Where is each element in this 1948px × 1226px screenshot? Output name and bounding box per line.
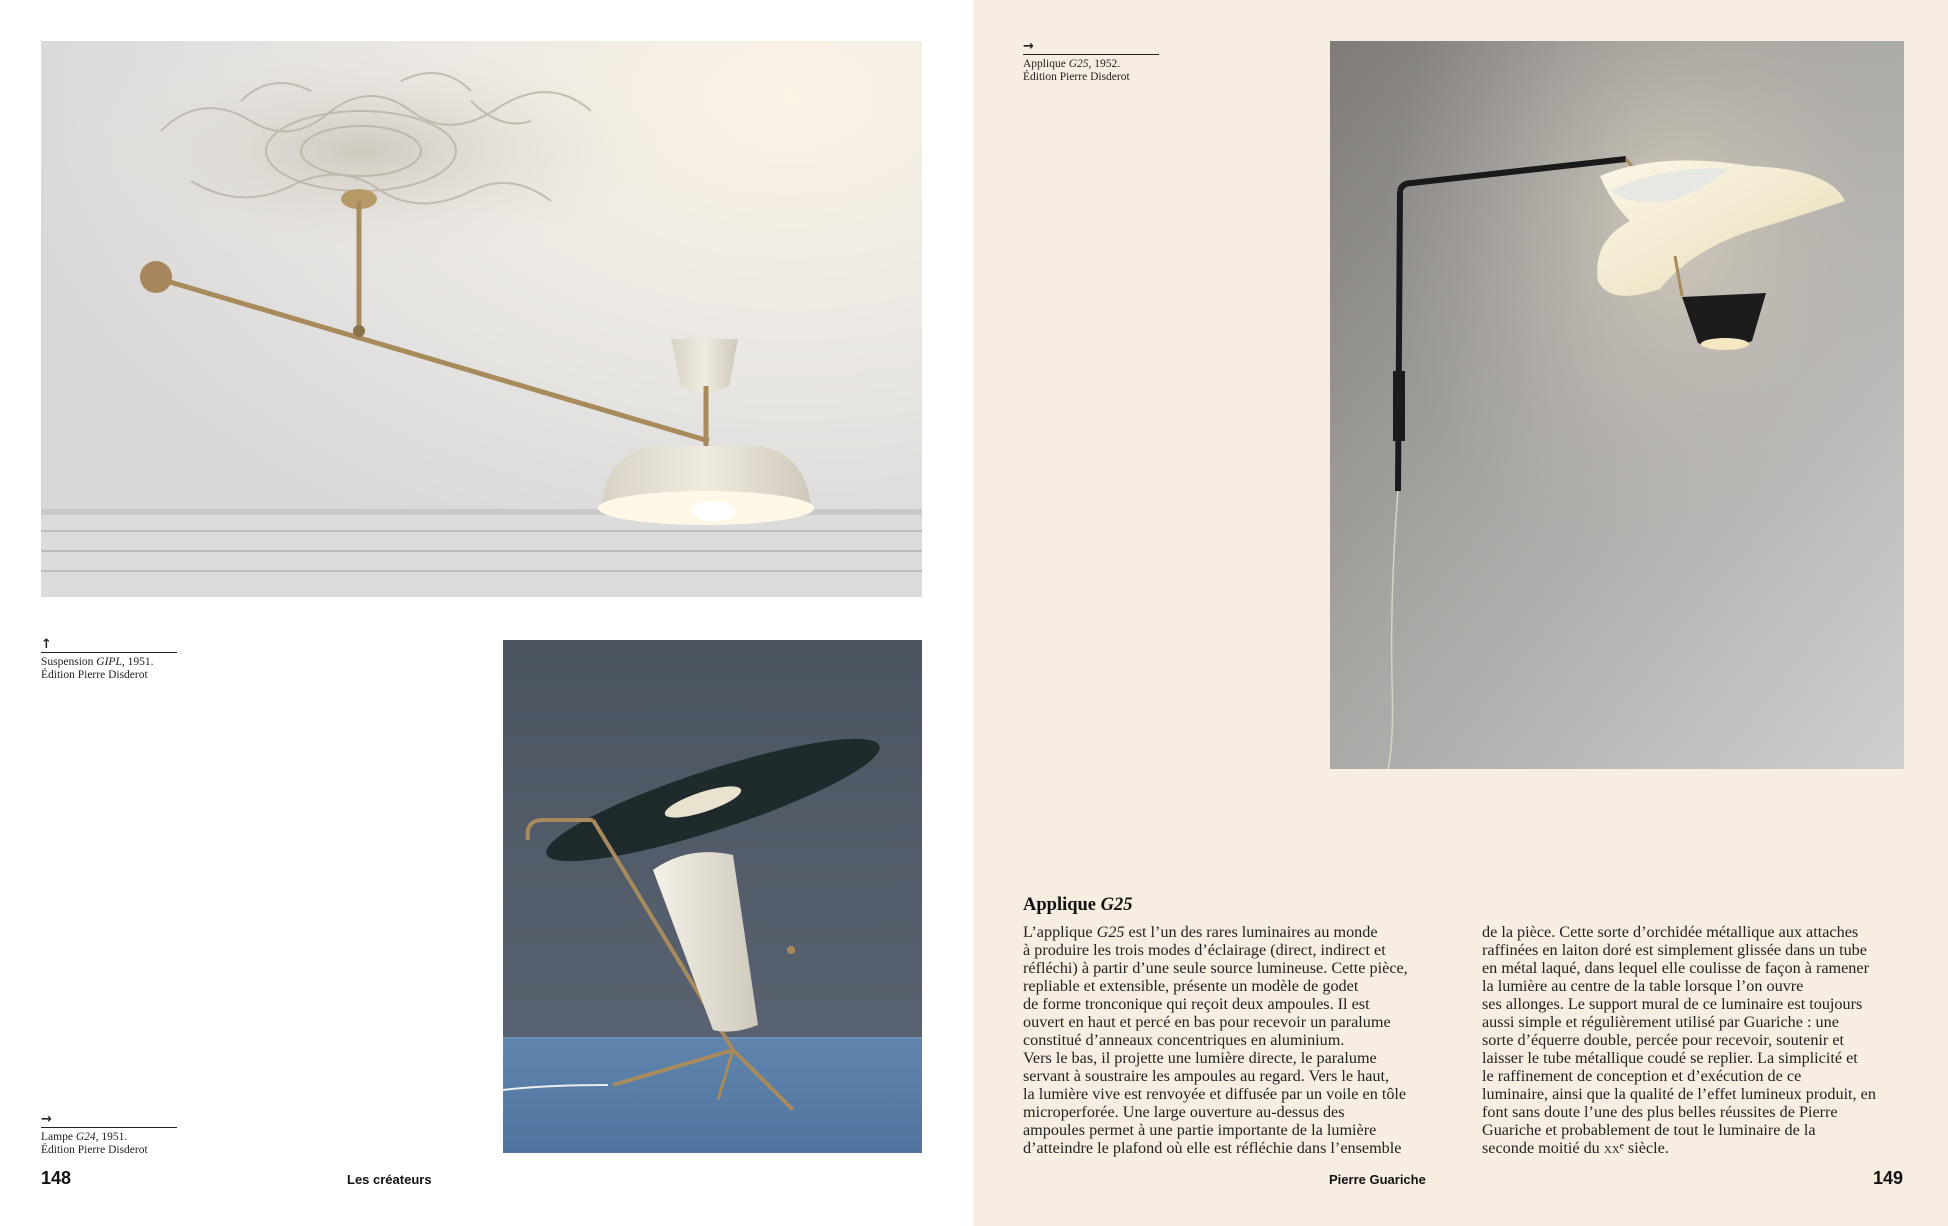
photo-suspension-gipl: [41, 41, 922, 597]
article-text: est l’un des rares luminaires au monde: [1124, 923, 1378, 941]
article-column-2: [1482, 923, 1876, 1157]
article-text: L’applique: [1023, 923, 1097, 941]
photo-applique-g25: [1330, 41, 1904, 769]
caption-model: G24: [75, 1131, 96, 1143]
article-line: la lumière vive est renvoyée et diffusée par un voile en tôle: [1023, 1085, 1407, 1103]
caption-suspension: [41, 638, 177, 681]
article-line: ampoules permet à une partie importante de la lumière: [1023, 1121, 1377, 1139]
article-line: ses allonges. Le support mural de ce luminaire est toujours: [1482, 995, 1863, 1013]
caption-text: Applique: [1023, 58, 1069, 70]
caption-applique: [1023, 40, 1159, 83]
caption-year: , 1951.: [95, 1131, 128, 1143]
heading-text: Applique: [1023, 895, 1101, 915]
caption-title-line: [41, 1131, 177, 1144]
heading-model: G25: [1100, 895, 1133, 915]
article-line: de forme tronconique qui reçoit deux ampoules. Il est: [1023, 995, 1370, 1013]
article-column-1: [1023, 923, 1408, 1157]
article-line: aussi simple et régulièrement utilisé par Guariche : une: [1482, 1013, 1839, 1031]
arrow-right-icon: →: [41, 1112, 52, 1127]
page-number-right: 149: [1873, 1168, 1904, 1188]
article-model: G25: [1096, 923, 1125, 941]
article-line: le raffinement de conception et d’exécution de ce: [1482, 1067, 1802, 1085]
article-line: microperforée. Une large ouverture au-dessus des: [1023, 1103, 1345, 1121]
caption-model: G25: [1068, 58, 1089, 70]
article-line: réfléchi) à partir d’une seule source lumineuse. Cette pièce,: [1023, 959, 1408, 977]
article-heading: [1023, 895, 1133, 916]
article-line: ouvert en haut et percé en bas pour recevoir un paralume: [1023, 1013, 1391, 1031]
article-line: Guariche et probablement de tout le luminaire de la: [1482, 1121, 1816, 1139]
arrow-up-icon: ↑: [41, 637, 52, 652]
caption-rule: [41, 1127, 177, 1128]
caption-lampe: [41, 1113, 177, 1156]
running-head-left: Les créateurs: [347, 1172, 432, 1187]
article-line: d’atteindre le plafond où elle est réfléchie dans l’ensemble: [1023, 1139, 1402, 1157]
article-line: servant à soustraire les ampoules au regard. Vers le haut,: [1023, 1067, 1390, 1085]
caption-edition: Édition Pierre Disderot: [41, 668, 148, 681]
article-line: Vers le bas, il projette une lumière directe, le paralume: [1023, 1049, 1377, 1067]
article-line: la lumière au centre de la table lorsque l’on ouvre: [1482, 977, 1804, 995]
article-line: [1482, 1139, 1876, 1157]
article-line: sorte d’équerre double, percée pour recevoir, soutenir et: [1482, 1031, 1845, 1049]
caption-rule: [1023, 54, 1159, 55]
caption-text: Lampe: [41, 1131, 76, 1143]
article-text: seconde moitié du: [1482, 1139, 1604, 1157]
article-line: en métal laqué, dans lequel elle coulisse de façon à ramener: [1482, 959, 1869, 977]
article-line: à produire les trois modes d’éclairage (direct, indirect et: [1023, 941, 1386, 959]
article-text: siècle.: [1623, 1139, 1669, 1157]
caption-year: , 1951.: [121, 656, 154, 668]
page-number-left: 148: [41, 1168, 72, 1188]
article-century: xxᵉ: [1603, 1139, 1624, 1157]
article-line: laisser le tube métallique coudé se replier. La simplicité et: [1482, 1049, 1858, 1067]
photo-lampe-g24: [503, 640, 922, 1153]
caption-text: Suspension: [41, 656, 97, 668]
caption-title-line: [1023, 58, 1159, 71]
article-line: raffinées en laiton doré est simplement glissée dans un tube: [1482, 941, 1867, 959]
caption-edition: Édition Pierre Disderot: [41, 1143, 148, 1156]
running-head-right: Pierre Guariche: [1329, 1172, 1426, 1187]
caption-edition: Édition Pierre Disderot: [1023, 70, 1130, 83]
article-line: de la pièce. Cette sorte d’orchidée métallique aux attaches: [1482, 923, 1859, 941]
caption-model: GIPL: [96, 656, 122, 668]
caption-title-line: [41, 656, 177, 669]
caption-year: , 1952.: [1088, 58, 1121, 70]
caption-rule: [41, 652, 177, 653]
article-line: repliable et extensible, présente un modèle de godet: [1023, 977, 1359, 995]
article-line: constitué d’anneaux concentriques en aluminium.: [1023, 1031, 1345, 1049]
article-line: luminaire, ainsi que la qualité de l’effet lumineux produit, en: [1482, 1085, 1876, 1103]
article-line: [1023, 923, 1408, 941]
article-line: font sans doute l’une des plus belles réussites de Pierre: [1482, 1103, 1838, 1121]
arrow-right-icon: →: [1023, 39, 1034, 54]
